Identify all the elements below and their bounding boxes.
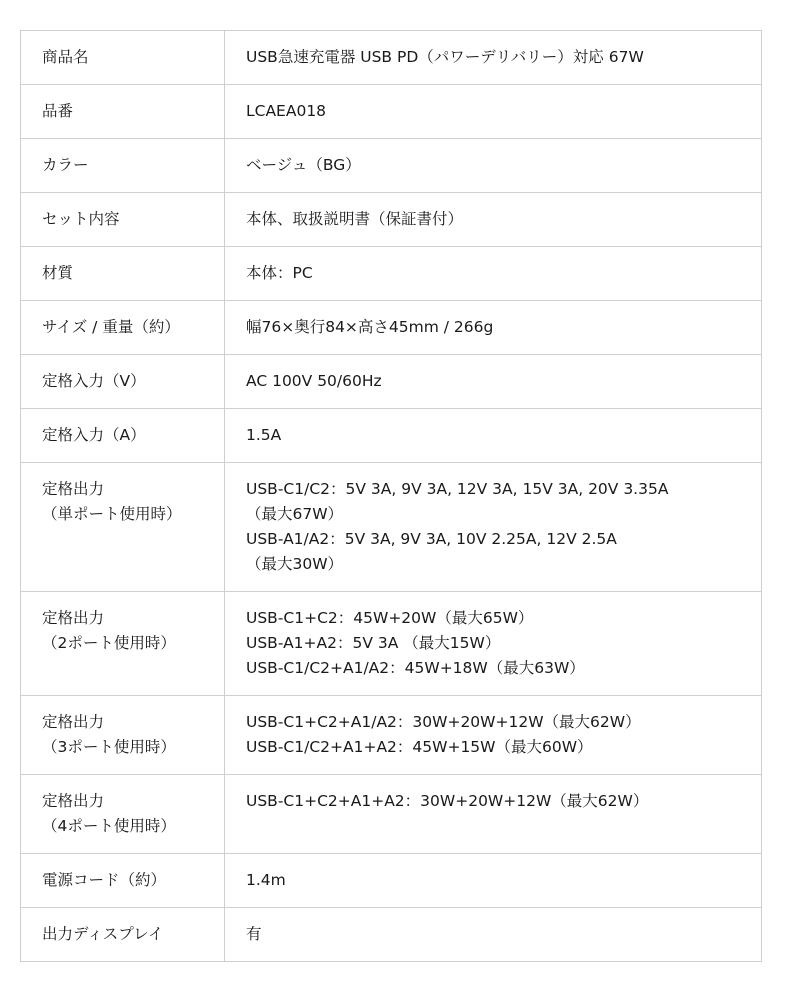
spec-value: USB-A1+A2：5V 3A （最大15W） [246, 634, 501, 652]
spec-label-cell [21, 592, 225, 696]
spec-label: 材質 [42, 264, 74, 282]
spec-label-cell [21, 193, 225, 247]
spec-label: カラー [42, 156, 89, 174]
spec-value: 本体、取扱説明書（保証書付） [246, 210, 464, 228]
spec-label-cell [21, 908, 225, 962]
spec-label-cell [21, 409, 225, 463]
spec-label-cell [21, 247, 225, 301]
spec-value-cell [225, 463, 762, 592]
spec-label: 商品名 [42, 48, 89, 66]
spec-value: USB-C1/C2：5V 3A, 9V 3A, 12V 3A, 15V 3A, 20V 3.35A [246, 480, 669, 498]
spec-row [21, 696, 762, 775]
spec-value: USB-C1/C2+A1/A2：45W+18W（最大63W） [246, 659, 585, 677]
spec-row [21, 139, 762, 193]
spec-value-cell [225, 31, 762, 85]
spec-value-cell [225, 247, 762, 301]
spec-row [21, 301, 762, 355]
spec-label: 品番 [42, 102, 74, 120]
spec-table-body [21, 31, 762, 962]
spec-row [21, 908, 762, 962]
spec-table [20, 30, 762, 962]
spec-value: 有 [246, 925, 262, 943]
spec-label: （4ポート使用時） [42, 817, 176, 835]
spec-value: ベージュ（BG） [246, 156, 361, 174]
spec-row [21, 463, 762, 592]
spec-label: 定格出力 [42, 480, 105, 498]
spec-label-cell [21, 31, 225, 85]
spec-label: （単ポート使用時） [42, 505, 182, 523]
spec-label: 出力ディスプレイ [42, 925, 164, 943]
spec-label-cell [21, 696, 225, 775]
spec-value-cell [225, 355, 762, 409]
spec-label: 定格出力 [42, 609, 105, 627]
spec-value: （最大30W） [246, 555, 344, 573]
spec-value-cell [225, 193, 762, 247]
spec-label-cell [21, 85, 225, 139]
spec-value-cell [225, 85, 762, 139]
spec-value: 本体：PC [246, 264, 313, 282]
spec-value: USB-C1+C2+A1+A2：30W+20W+12W（最大62W） [246, 792, 649, 810]
spec-label-cell [21, 775, 225, 854]
spec-value-cell [225, 908, 762, 962]
spec-label: 定格入力（V） [42, 372, 146, 390]
spec-row [21, 775, 762, 854]
spec-value-cell [225, 775, 762, 854]
spec-value-cell [225, 139, 762, 193]
spec-row [21, 31, 762, 85]
spec-label: セット内容 [42, 210, 120, 228]
spec-label-cell [21, 355, 225, 409]
spec-label-cell [21, 463, 225, 592]
spec-label-cell [21, 301, 225, 355]
spec-value: LCAEA018 [246, 102, 327, 120]
spec-row [21, 193, 762, 247]
spec-value: 1.4m [246, 871, 286, 889]
spec-value: USB急速充電器 USB PD（パワーデリバリー）対応 67W [246, 48, 644, 66]
spec-value: USB-C1+C2+A1/A2：30W+20W+12W（最大62W） [246, 713, 641, 731]
spec-value-cell [225, 409, 762, 463]
spec-row [21, 85, 762, 139]
spec-value: （最大67W） [246, 505, 344, 523]
spec-label-cell [21, 139, 225, 193]
spec-value: USB-C1+C2：45W+20W（最大65W） [246, 609, 534, 627]
spec-row [21, 247, 762, 301]
spec-row [21, 409, 762, 463]
spec-row [21, 854, 762, 908]
spec-row [21, 355, 762, 409]
spec-value-cell [225, 854, 762, 908]
spec-value: 1.5A [246, 426, 282, 444]
spec-label: サイズ / 重量（約） [42, 318, 180, 336]
spec-value: 幅76×奥行84×高さ45mm / 266g [246, 318, 494, 336]
spec-value-cell [225, 696, 762, 775]
spec-value: AC 100V 50/60Hz [246, 372, 382, 390]
spec-label: 定格出力 [42, 792, 105, 810]
spec-value: USB-C1/C2+A1+A2：45W+15W（最大60W） [246, 738, 593, 756]
spec-row [21, 592, 762, 696]
spec-label: 定格出力 [42, 713, 105, 731]
spec-value-cell [225, 301, 762, 355]
spec-label: 定格入力（A） [42, 426, 146, 444]
spec-value-cell [225, 592, 762, 696]
spec-label: 電源コード（約） [42, 871, 167, 889]
spec-label: （3ポート使用時） [42, 738, 176, 756]
spec-label: （2ポート使用時） [42, 634, 176, 652]
spec-label-cell [21, 854, 225, 908]
spec-value: USB-A1/A2：5V 3A, 9V 3A, 10V 2.25A, 12V 2.5A [246, 530, 617, 548]
